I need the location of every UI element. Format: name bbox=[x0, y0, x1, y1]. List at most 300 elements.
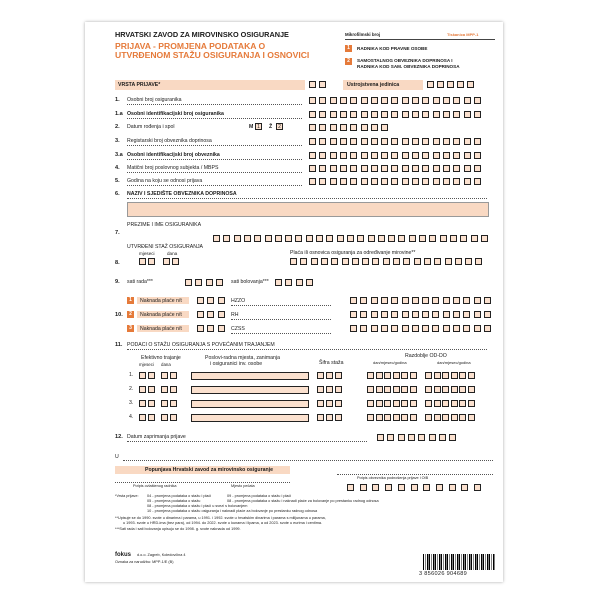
r11-mj-box-1-2[interactable] bbox=[148, 372, 155, 379]
placa-box-1-4[interactable] bbox=[321, 258, 328, 265]
r10-box-1-5[interactable] bbox=[391, 297, 398, 304]
r10-box-3-12[interactable] bbox=[463, 325, 470, 332]
placa-box-1-15[interactable] bbox=[434, 258, 441, 265]
r10-sati-box-1-1[interactable] bbox=[197, 297, 204, 304]
r12-box-1-8[interactable] bbox=[449, 434, 456, 441]
row-box-2-10[interactable] bbox=[402, 111, 409, 118]
name-box-1-11[interactable] bbox=[316, 235, 323, 242]
row-box-6-6[interactable] bbox=[361, 178, 368, 185]
r10-sati-box-2-3[interactable] bbox=[218, 311, 225, 318]
placa-box-1-3[interactable] bbox=[311, 258, 318, 265]
r11-do-box-2-4[interactable] bbox=[451, 386, 458, 393]
row-box-4-10[interactable] bbox=[402, 152, 409, 159]
row-box-3-10[interactable] bbox=[402, 138, 409, 145]
name-box-1-15[interactable] bbox=[357, 235, 364, 242]
r11-sifra-box-1-1[interactable] bbox=[317, 372, 324, 379]
r10-box-2-8[interactable] bbox=[422, 311, 429, 318]
row-box-3-5[interactable] bbox=[350, 138, 357, 145]
r11-do-box-2-5[interactable] bbox=[459, 386, 466, 393]
r11-od-box-2-2[interactable] bbox=[376, 386, 383, 393]
oib-box-1-11[interactable] bbox=[474, 484, 481, 491]
placa-box-1-10[interactable] bbox=[383, 258, 390, 265]
row-box-6-13[interactable] bbox=[433, 178, 440, 185]
r11-dan-box-1-2[interactable] bbox=[170, 372, 177, 379]
r10-box-3-9[interactable] bbox=[432, 325, 439, 332]
row-box-1-2[interactable] bbox=[319, 97, 326, 104]
dob-box-1-2[interactable] bbox=[319, 124, 326, 131]
r11-do-box-4-2[interactable] bbox=[434, 414, 441, 421]
name-box-1-17[interactable] bbox=[378, 235, 385, 242]
r10-box-3-5[interactable] bbox=[391, 325, 398, 332]
r11-do-box-1-3[interactable] bbox=[442, 372, 449, 379]
name-box-1-10[interactable] bbox=[306, 235, 313, 242]
row-box-3-2[interactable] bbox=[319, 138, 326, 145]
name-box-1-25[interactable] bbox=[460, 235, 467, 242]
row-box-5-5[interactable] bbox=[350, 165, 357, 172]
r10-box-2-5[interactable] bbox=[391, 311, 398, 318]
r10-box-1-7[interactable] bbox=[412, 297, 419, 304]
sati-rada-box-1-2[interactable] bbox=[195, 279, 202, 286]
r10-box-1-2[interactable] bbox=[360, 297, 367, 304]
name-box-1-7[interactable] bbox=[275, 235, 282, 242]
r11-od-box-4-6[interactable] bbox=[410, 414, 417, 421]
r11-od-box-2-4[interactable] bbox=[393, 386, 400, 393]
r11-sifra-box-4-2[interactable] bbox=[326, 414, 333, 421]
row-box-6-2[interactable] bbox=[319, 178, 326, 185]
unit-box-4[interactable] bbox=[457, 81, 464, 88]
row-box-4-8[interactable] bbox=[381, 152, 388, 159]
row-box-2-8[interactable] bbox=[381, 111, 388, 118]
r11-sifra-box-3-3[interactable] bbox=[335, 400, 342, 407]
r11-od-box-4-3[interactable] bbox=[384, 414, 391, 421]
r11-sifra-box-2-3[interactable] bbox=[335, 386, 342, 393]
dob-box-1-1[interactable] bbox=[309, 124, 316, 131]
r10-box-3-13[interactable] bbox=[474, 325, 481, 332]
row-box-6-14[interactable] bbox=[443, 178, 450, 185]
row-box-5-16[interactable] bbox=[464, 165, 471, 172]
r10-box-1-10[interactable] bbox=[443, 297, 450, 304]
row-box-6-15[interactable] bbox=[453, 178, 460, 185]
dob-box-1-7[interactable] bbox=[371, 124, 378, 131]
row-box-3-15[interactable] bbox=[453, 138, 460, 145]
row-box-5-10[interactable] bbox=[402, 165, 409, 172]
name-box-1-22[interactable] bbox=[429, 235, 436, 242]
dob-box-1-3[interactable] bbox=[330, 124, 337, 131]
row-box-5-1[interactable] bbox=[309, 165, 316, 172]
row-box-3-7[interactable] bbox=[371, 138, 378, 145]
row-box-3-4[interactable] bbox=[340, 138, 347, 145]
placa-box-1-7[interactable] bbox=[352, 258, 359, 265]
row-box-4-5[interactable] bbox=[350, 152, 357, 159]
placa-box-1-13[interactable] bbox=[414, 258, 421, 265]
row-box-2-6[interactable] bbox=[361, 111, 368, 118]
r11-sifra-box-3-1[interactable] bbox=[317, 400, 324, 407]
r10-sati-box-3-3[interactable] bbox=[218, 325, 225, 332]
row-box-2-2[interactable] bbox=[319, 111, 326, 118]
r11-do-box-4-3[interactable] bbox=[442, 414, 449, 421]
r10-box-3-3[interactable] bbox=[371, 325, 378, 332]
r10-sati-box-3-1[interactable] bbox=[197, 325, 204, 332]
r11-sifra-box-1-3[interactable] bbox=[335, 372, 342, 379]
row-box-5-6[interactable] bbox=[361, 165, 368, 172]
r11-dan-box-2-1[interactable] bbox=[161, 386, 168, 393]
row-box-2-13[interactable] bbox=[433, 111, 440, 118]
r11-od-box-3-2[interactable] bbox=[376, 400, 383, 407]
r11-mj-box-4-1[interactable] bbox=[139, 414, 146, 421]
r10-box-3-14[interactable] bbox=[484, 325, 491, 332]
row-box-6-10[interactable] bbox=[402, 178, 409, 185]
r10-box-2-9[interactable] bbox=[432, 311, 439, 318]
oib-box-1-9[interactable] bbox=[449, 484, 456, 491]
oib-box-1-6[interactable] bbox=[411, 484, 418, 491]
row-box-4-14[interactable] bbox=[443, 152, 450, 159]
name-box-1-20[interactable] bbox=[409, 235, 416, 242]
r11-do-box-3-3[interactable] bbox=[442, 400, 449, 407]
name-box-1-12[interactable] bbox=[326, 235, 333, 242]
row-box-1-3[interactable] bbox=[330, 97, 337, 104]
row-box-3-1[interactable] bbox=[309, 138, 316, 145]
row-box-1-16[interactable] bbox=[464, 97, 471, 104]
row-box-4-2[interactable] bbox=[319, 152, 326, 159]
r11-od-box-1-2[interactable] bbox=[376, 372, 383, 379]
r10-box-1-9[interactable] bbox=[432, 297, 439, 304]
r11-do-box-3-1[interactable] bbox=[425, 400, 432, 407]
r11-dan-box-1-1[interactable] bbox=[161, 372, 168, 379]
name-box-1-27[interactable] bbox=[481, 235, 488, 242]
r11-od-box-2-5[interactable] bbox=[401, 386, 408, 393]
r11-do-box-3-5[interactable] bbox=[459, 400, 466, 407]
oib-box-1-10[interactable] bbox=[461, 484, 468, 491]
r10-box-1-1[interactable] bbox=[350, 297, 357, 304]
vrsta-box-1[interactable] bbox=[309, 81, 316, 88]
r10-box-1-8[interactable] bbox=[422, 297, 429, 304]
r11-dan-box-3-2[interactable] bbox=[170, 400, 177, 407]
name-box-1-26[interactable] bbox=[471, 235, 478, 242]
row-box-2-16[interactable] bbox=[464, 111, 471, 118]
r11-od-box-1-5[interactable] bbox=[401, 372, 408, 379]
row-box-3-14[interactable] bbox=[443, 138, 450, 145]
name-box-1-6[interactable] bbox=[265, 235, 272, 242]
r10-box-2-10[interactable] bbox=[443, 311, 450, 318]
row-box-6-1[interactable] bbox=[309, 178, 316, 185]
name-box-1-21[interactable] bbox=[419, 235, 426, 242]
name-box-1-13[interactable] bbox=[337, 235, 344, 242]
placa-box-1-17[interactable] bbox=[455, 258, 462, 265]
name-box-1-4[interactable] bbox=[244, 235, 251, 242]
r10-box-2-12[interactable] bbox=[463, 311, 470, 318]
dob-box-1-5[interactable] bbox=[350, 124, 357, 131]
row8-day-1[interactable] bbox=[163, 258, 170, 265]
row-box-2-17[interactable] bbox=[474, 111, 481, 118]
name-box-1-18[interactable] bbox=[388, 235, 395, 242]
r11-do-box-3-2[interactable] bbox=[434, 400, 441, 407]
row-box-3-8[interactable] bbox=[381, 138, 388, 145]
r11-do-box-1-4[interactable] bbox=[451, 372, 458, 379]
r10-box-2-3[interactable] bbox=[371, 311, 378, 318]
r11-job-cell-4[interactable] bbox=[191, 414, 309, 422]
r11-dan-box-2-2[interactable] bbox=[170, 386, 177, 393]
r11-do-box-1-2[interactable] bbox=[434, 372, 441, 379]
r11-od-box-2-6[interactable] bbox=[410, 386, 417, 393]
sati-rada-box-1-1[interactable] bbox=[185, 279, 192, 286]
row-box-3-16[interactable] bbox=[464, 138, 471, 145]
dob-box-1-4[interactable] bbox=[340, 124, 347, 131]
unit-box-2[interactable] bbox=[437, 81, 444, 88]
row-box-4-3[interactable] bbox=[330, 152, 337, 159]
row-box-4-1[interactable] bbox=[309, 152, 316, 159]
row-box-6-5[interactable] bbox=[350, 178, 357, 185]
name-box-1-16[interactable] bbox=[368, 235, 375, 242]
placa-box-1-5[interactable] bbox=[331, 258, 338, 265]
name-box-1-14[interactable] bbox=[347, 235, 354, 242]
r11-dan-box-4-2[interactable] bbox=[170, 414, 177, 421]
row-box-1-11[interactable] bbox=[412, 97, 419, 104]
r11-do-box-2-3[interactable] bbox=[442, 386, 449, 393]
r10-box-2-6[interactable] bbox=[402, 311, 409, 318]
r10-sati-box-2-2[interactable] bbox=[207, 311, 214, 318]
r11-do-box-3-4[interactable] bbox=[451, 400, 458, 407]
sati-rada-box-1-3[interactable] bbox=[206, 279, 213, 286]
r11-do-box-1-5[interactable] bbox=[459, 372, 466, 379]
row8-day-2[interactable] bbox=[172, 258, 179, 265]
r11-sifra-box-1-2[interactable] bbox=[326, 372, 333, 379]
row-box-5-4[interactable] bbox=[340, 165, 347, 172]
r12-box-1-5[interactable] bbox=[418, 434, 425, 441]
r11-od-box-3-1[interactable] bbox=[367, 400, 374, 407]
r11-do-box-1-1[interactable] bbox=[425, 372, 432, 379]
r11-od-box-1-4[interactable] bbox=[393, 372, 400, 379]
row-box-5-14[interactable] bbox=[443, 165, 450, 172]
row-box-3-3[interactable] bbox=[330, 138, 337, 145]
row-box-6-11[interactable] bbox=[412, 178, 419, 185]
r11-sifra-box-4-1[interactable] bbox=[317, 414, 324, 421]
r11-od-box-2-1[interactable] bbox=[367, 386, 374, 393]
r10-box-1-14[interactable] bbox=[484, 297, 491, 304]
row-box-6-3[interactable] bbox=[330, 178, 337, 185]
r10-sati-box-1-2[interactable] bbox=[207, 297, 214, 304]
row-box-6-9[interactable] bbox=[391, 178, 398, 185]
r11-sifra-box-3-2[interactable] bbox=[326, 400, 333, 407]
r10-box-1-4[interactable] bbox=[381, 297, 388, 304]
row8-month-2[interactable] bbox=[148, 258, 155, 265]
r11-mj-box-1-1[interactable] bbox=[139, 372, 146, 379]
placa-box-1-11[interactable] bbox=[393, 258, 400, 265]
dob-box-1-6[interactable] bbox=[361, 124, 368, 131]
r11-od-box-4-5[interactable] bbox=[401, 414, 408, 421]
r11-mj-box-2-2[interactable] bbox=[148, 386, 155, 393]
r11-od-box-3-5[interactable] bbox=[401, 400, 408, 407]
row-box-5-8[interactable] bbox=[381, 165, 388, 172]
r10-box-2-14[interactable] bbox=[484, 311, 491, 318]
r11-do-box-2-6[interactable] bbox=[468, 386, 475, 393]
row-box-4-11[interactable] bbox=[412, 152, 419, 159]
r10-box-3-1[interactable] bbox=[350, 325, 357, 332]
row-box-5-17[interactable] bbox=[474, 165, 481, 172]
r10-box-2-1[interactable] bbox=[350, 311, 357, 318]
r10-box-2-11[interactable] bbox=[453, 311, 460, 318]
r11-dan-box-3-1[interactable] bbox=[161, 400, 168, 407]
row-box-3-11[interactable] bbox=[412, 138, 419, 145]
name-box-1-2[interactable] bbox=[223, 235, 230, 242]
row-box-5-7[interactable] bbox=[371, 165, 378, 172]
row-box-1-1[interactable] bbox=[309, 97, 316, 104]
oib-box-1-1[interactable] bbox=[347, 484, 354, 491]
r11-od-box-3-4[interactable] bbox=[393, 400, 400, 407]
unit-box-3[interactable] bbox=[447, 81, 454, 88]
row-box-5-3[interactable] bbox=[330, 165, 337, 172]
r11-od-box-1-3[interactable] bbox=[384, 372, 391, 379]
placa-box-1-9[interactable] bbox=[372, 258, 379, 265]
r10-box-3-8[interactable] bbox=[422, 325, 429, 332]
row-box-4-7[interactable] bbox=[371, 152, 378, 159]
r11-od-box-4-1[interactable] bbox=[367, 414, 374, 421]
row-box-6-8[interactable] bbox=[381, 178, 388, 185]
row-box-2-7[interactable] bbox=[371, 111, 378, 118]
placa-box-1-2[interactable] bbox=[300, 258, 307, 265]
r10-box-2-2[interactable] bbox=[360, 311, 367, 318]
r12-box-1-2[interactable] bbox=[387, 434, 394, 441]
dob-box-1-8[interactable] bbox=[381, 124, 388, 131]
r11-job-cell-1[interactable] bbox=[191, 372, 309, 380]
row-box-4-12[interactable] bbox=[422, 152, 429, 159]
r10-box-1-11[interactable] bbox=[453, 297, 460, 304]
row8-month-1[interactable] bbox=[139, 258, 146, 265]
r11-mj-box-2-1[interactable] bbox=[139, 386, 146, 393]
row-box-5-12[interactable] bbox=[422, 165, 429, 172]
row-box-2-11[interactable] bbox=[412, 111, 419, 118]
placa-box-1-8[interactable] bbox=[362, 258, 369, 265]
r10-box-2-7[interactable] bbox=[412, 311, 419, 318]
placa-box-1-12[interactable] bbox=[403, 258, 410, 265]
r10-box-3-2[interactable] bbox=[360, 325, 367, 332]
sati-rada-box-1-4[interactable] bbox=[216, 279, 223, 286]
r10-box-1-13[interactable] bbox=[474, 297, 481, 304]
row-box-1-13[interactable] bbox=[433, 97, 440, 104]
r12-box-1-6[interactable] bbox=[429, 434, 436, 441]
row-box-2-14[interactable] bbox=[443, 111, 450, 118]
sex-z-box[interactable]: 2 bbox=[276, 123, 283, 130]
r11-od-box-1-6[interactable] bbox=[410, 372, 417, 379]
row-box-5-11[interactable] bbox=[412, 165, 419, 172]
r11-od-box-3-3[interactable] bbox=[384, 400, 391, 407]
sati-bol-box-1-4[interactable] bbox=[306, 279, 313, 286]
oib-box-1-7[interactable] bbox=[423, 484, 430, 491]
r11-do-box-4-5[interactable] bbox=[459, 414, 466, 421]
r11-do-box-4-4[interactable] bbox=[451, 414, 458, 421]
row-box-3-17[interactable] bbox=[474, 138, 481, 145]
row-box-4-4[interactable] bbox=[340, 152, 347, 159]
r11-mj-box-4-2[interactable] bbox=[148, 414, 155, 421]
placa-box-1-1[interactable] bbox=[290, 258, 297, 265]
r11-od-box-3-6[interactable] bbox=[410, 400, 417, 407]
row-box-4-16[interactable] bbox=[464, 152, 471, 159]
r12-box-1-4[interactable] bbox=[408, 434, 415, 441]
r10-box-1-3[interactable] bbox=[371, 297, 378, 304]
unit-box-5[interactable] bbox=[467, 81, 474, 88]
name-box-1-24[interactable] bbox=[450, 235, 457, 242]
r10-box-3-10[interactable] bbox=[443, 325, 450, 332]
row-box-6-7[interactable] bbox=[371, 178, 378, 185]
r11-od-box-4-4[interactable] bbox=[393, 414, 400, 421]
name-box-1-3[interactable] bbox=[234, 235, 241, 242]
name-box-1-1[interactable] bbox=[213, 235, 220, 242]
r11-do-box-4-6[interactable] bbox=[468, 414, 475, 421]
row-box-6-16[interactable] bbox=[464, 178, 471, 185]
row-box-2-1[interactable] bbox=[309, 111, 316, 118]
row-box-1-15[interactable] bbox=[453, 97, 460, 104]
r11-do-box-2-2[interactable] bbox=[434, 386, 441, 393]
sex-m-box[interactable]: 1 bbox=[255, 123, 262, 130]
r11-mj-box-3-1[interactable] bbox=[139, 400, 146, 407]
placa-box-1-6[interactable] bbox=[342, 258, 349, 265]
row-box-1-14[interactable] bbox=[443, 97, 450, 104]
row-box-1-4[interactable] bbox=[340, 97, 347, 104]
r11-do-box-2-1[interactable] bbox=[425, 386, 432, 393]
row-box-1-6[interactable] bbox=[361, 97, 368, 104]
r11-do-box-1-6[interactable] bbox=[468, 372, 475, 379]
oib-box-1-3[interactable] bbox=[372, 484, 379, 491]
sati-bol-box-1-2[interactable] bbox=[285, 279, 292, 286]
r10-box-2-4[interactable] bbox=[381, 311, 388, 318]
r10-box-1-12[interactable] bbox=[463, 297, 470, 304]
row-box-3-6[interactable] bbox=[361, 138, 368, 145]
row-box-1-10[interactable] bbox=[402, 97, 409, 104]
r12-box-1-1[interactable] bbox=[377, 434, 384, 441]
r10-box-3-6[interactable] bbox=[402, 325, 409, 332]
oib-box-1-4[interactable] bbox=[385, 484, 392, 491]
row-box-1-12[interactable] bbox=[422, 97, 429, 104]
r11-dan-box-4-1[interactable] bbox=[161, 414, 168, 421]
name-box-1-8[interactable] bbox=[285, 235, 292, 242]
row-box-1-9[interactable] bbox=[391, 97, 398, 104]
name-box-1-23[interactable] bbox=[440, 235, 447, 242]
r10-sati-box-1-3[interactable] bbox=[218, 297, 225, 304]
row-box-3-9[interactable] bbox=[391, 138, 398, 145]
row-box-5-13[interactable] bbox=[433, 165, 440, 172]
name-box-1-19[interactable] bbox=[398, 235, 405, 242]
row-box-2-9[interactable] bbox=[391, 111, 398, 118]
row-box-6-17[interactable] bbox=[474, 178, 481, 185]
row-box-5-2[interactable] bbox=[319, 165, 326, 172]
row-box-4-17[interactable] bbox=[474, 152, 481, 159]
name-box-1-5[interactable] bbox=[254, 235, 261, 242]
r11-sifra-box-2-1[interactable] bbox=[317, 386, 324, 393]
r11-od-box-4-2[interactable] bbox=[376, 414, 383, 421]
r11-job-cell-3[interactable] bbox=[191, 400, 309, 408]
placa-box-1-18[interactable] bbox=[465, 258, 472, 265]
r11-do-box-3-6[interactable] bbox=[468, 400, 475, 407]
oib-box-1-2[interactable] bbox=[360, 484, 367, 491]
oib-box-1-8[interactable] bbox=[436, 484, 443, 491]
row-box-1-8[interactable] bbox=[381, 97, 388, 104]
r11-do-box-4-1[interactable] bbox=[425, 414, 432, 421]
row-box-4-6[interactable] bbox=[361, 152, 368, 159]
row-box-4-9[interactable] bbox=[391, 152, 398, 159]
row-box-5-15[interactable] bbox=[453, 165, 460, 172]
employer-name-field[interactable] bbox=[127, 202, 489, 217]
row-box-3-13[interactable] bbox=[433, 138, 440, 145]
row-box-2-12[interactable] bbox=[422, 111, 429, 118]
row-box-2-4[interactable] bbox=[340, 111, 347, 118]
placa-box-1-16[interactable] bbox=[445, 258, 452, 265]
r10-box-1-6[interactable] bbox=[402, 297, 409, 304]
name-box-1-9[interactable] bbox=[295, 235, 302, 242]
vrsta-box-2[interactable] bbox=[319, 81, 326, 88]
row-box-5-9[interactable] bbox=[391, 165, 398, 172]
r10-box-3-11[interactable] bbox=[453, 325, 460, 332]
row-box-6-4[interactable] bbox=[340, 178, 347, 185]
sati-bol-box-1-3[interactable] bbox=[296, 279, 303, 286]
